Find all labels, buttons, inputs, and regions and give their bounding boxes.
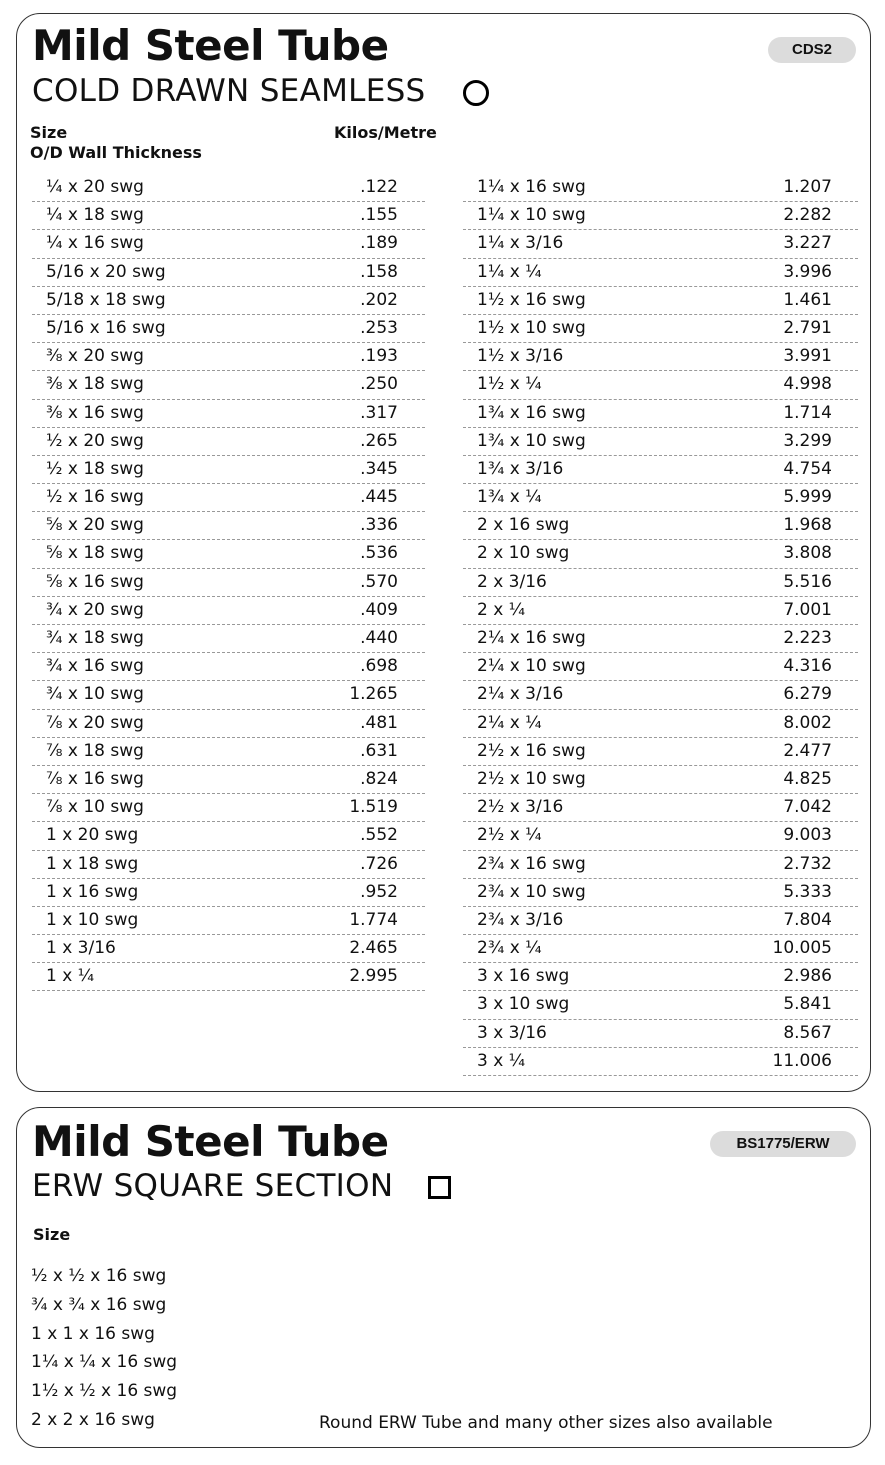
tube-size: 2¼ x 16 swg [477, 628, 586, 648]
tube-size: 2¾ x 16 swg [477, 853, 586, 874]
list-item: 1 x 1 x 16 swg [31, 1323, 155, 1344]
table-row [463, 653, 858, 681]
table-row [32, 710, 425, 738]
kilos-per-metre: .952 [360, 881, 398, 902]
table-row [463, 315, 858, 343]
table-row [463, 625, 858, 653]
kilos-per-metre: 5.333 [783, 881, 832, 902]
tube-size: ⅞ x 10 swg [46, 797, 144, 818]
kilos-per-metre: .158 [360, 261, 398, 282]
kilos-per-metre: .570 [360, 571, 398, 592]
tube-size: 1¼ x 10 swg [477, 205, 586, 226]
tube-size: 2½ x 3/16 [477, 797, 564, 818]
table-row [32, 371, 425, 399]
table-row [463, 991, 858, 1019]
table-row [463, 879, 858, 907]
tube-size: 1½ x ¼ [477, 374, 542, 395]
list-item: ½ x ½ x 16 swg [31, 1266, 167, 1286]
kilos-per-metre: 2.477 [783, 740, 832, 761]
kilos-per-metre: 2.986 [783, 966, 832, 987]
table-row [463, 597, 858, 625]
table-row [32, 540, 425, 568]
tube-size: 2½ x ¼ [477, 825, 542, 846]
table-row [32, 456, 425, 484]
kilos-per-metre: .250 [360, 374, 398, 395]
tube-size: 5/16 x 20 swg [46, 261, 166, 282]
table-row [32, 512, 425, 540]
table-row [32, 963, 425, 991]
kilos-per-metre: 1.207 [783, 177, 832, 197]
right-size-table [463, 174, 858, 1076]
table-row [463, 822, 858, 850]
tube-size: 3 x 16 swg [477, 966, 570, 987]
table-row [32, 907, 425, 935]
tube-size: ⅝ x 20 swg [46, 515, 144, 536]
tube-size: 1½ x 16 swg [477, 289, 586, 310]
tube-size: 2¾ x 3/16 [477, 909, 564, 930]
kilos-per-metre: 1.461 [783, 289, 832, 310]
table-row [32, 315, 425, 343]
panel-subtitle: COLD DRAWN SEAMLESS [32, 73, 426, 109]
table-row [463, 907, 858, 935]
tube-size: 2¼ x 10 swg [477, 656, 586, 677]
table-row [32, 653, 425, 681]
kilos-per-metre: .336 [360, 515, 398, 536]
kilos-per-metre: .155 [360, 205, 398, 226]
list-item: ¾ x ¾ x 16 swg [31, 1294, 167, 1315]
kilos-per-metre: .345 [360, 458, 398, 479]
table-row [463, 174, 858, 202]
table-row [32, 851, 425, 879]
tube-size: 2 x 16 swg [477, 515, 570, 536]
kilos-per-metre: .726 [360, 853, 398, 874]
cold-drawn-seamless-panel [16, 13, 871, 1092]
kilos-per-metre: 2.223 [783, 628, 832, 648]
kilos-per-metre: .631 [360, 740, 398, 761]
table-row [32, 400, 425, 428]
table-row [463, 963, 858, 991]
kilos-per-metre: 7.001 [783, 599, 832, 620]
panel-subtitle: ERW SQUARE SECTION [32, 1168, 394, 1204]
table-row [463, 569, 858, 597]
square-size-list [31, 1266, 177, 1439]
tube-size: 1¾ x 3/16 [477, 458, 564, 479]
table-row [32, 259, 425, 287]
kilos-per-metre: .193 [360, 346, 398, 367]
kilos-per-metre: 3.991 [783, 346, 832, 367]
tube-size: 1¼ x 16 swg [477, 177, 586, 197]
tube-size: ¼ x 18 swg [46, 205, 144, 226]
kilos-per-metre: .409 [360, 599, 398, 620]
tube-size: 1½ x 10 swg [477, 317, 586, 338]
tube-size: ½ x 20 swg [46, 430, 144, 451]
tube-size: 1 x ¼ [46, 966, 95, 987]
tube-size: 2 x 10 swg [477, 543, 570, 564]
kilos-per-metre: 4.754 [783, 458, 832, 479]
tube-size: ¼ x 16 swg [46, 233, 144, 254]
availability-note: Round ERW Tube and many other sizes also available [319, 1413, 773, 1433]
table-row [32, 287, 425, 315]
table-row [463, 400, 858, 428]
tube-size: ¾ x 18 swg [46, 628, 144, 648]
kilos-per-metre: 1.714 [783, 402, 832, 423]
kilos-per-metre: .202 [360, 289, 398, 310]
tube-size: 1 x 18 swg [46, 853, 139, 874]
table-row [32, 822, 425, 850]
tube-size: 3 x 3/16 [477, 1022, 547, 1043]
table-row [463, 202, 858, 230]
kilos-per-metre: .536 [360, 543, 398, 564]
tube-size: ½ x 16 swg [46, 487, 144, 508]
table-row [463, 540, 858, 568]
tube-size: 1 x 20 swg [46, 825, 139, 846]
tube-size: 2¼ x 3/16 [477, 684, 564, 705]
table-row [32, 428, 425, 456]
left-size-table [32, 174, 425, 991]
kilos-per-metre: .122 [360, 177, 398, 197]
table-row [463, 851, 858, 879]
tube-size: ⅝ x 18 swg [46, 543, 144, 564]
header-size: Size [33, 1225, 71, 1244]
tube-size: 1½ x 3/16 [477, 346, 564, 367]
table-row [463, 935, 858, 963]
square-icon [428, 1176, 451, 1199]
kilos-per-metre: .317 [360, 402, 398, 423]
tube-size: 2 x 3/16 [477, 571, 547, 592]
tube-size: 3 x ¼ [477, 1050, 526, 1071]
kilos-per-metre: 7.804 [783, 909, 832, 930]
tube-size: 1 x 10 swg [46, 909, 139, 930]
table-row [463, 681, 858, 709]
kilos-per-metre: 5.999 [783, 487, 832, 508]
table-row [32, 174, 425, 202]
tube-size: 5/16 x 16 swg [46, 317, 166, 338]
tube-size: ⅞ x 20 swg [46, 712, 144, 733]
table-row [463, 287, 858, 315]
tube-size: 2¼ x ¼ [477, 712, 542, 733]
table-row [32, 794, 425, 822]
kilos-per-metre: 4.316 [783, 656, 832, 677]
kilos-per-metre: 8.567 [783, 1022, 832, 1043]
table-row [32, 597, 425, 625]
list-item: 2 x 2 x 16 swg [31, 1409, 155, 1430]
tube-size: ⅜ x 20 swg [46, 346, 144, 367]
kilos-per-metre: .698 [360, 656, 398, 677]
kilos-per-metre: 7.042 [783, 797, 832, 818]
table-row [463, 259, 858, 287]
kilos-per-metre: .253 [360, 317, 398, 338]
kilos-per-metre: 8.002 [783, 712, 832, 733]
list-item: 1½ x ½ x 16 swg [31, 1381, 178, 1402]
tube-size: 1¾ x ¼ [477, 487, 542, 508]
header-od-wall: O/D Wall Thickness [30, 143, 202, 162]
table-row [32, 569, 425, 597]
tube-size: 3 x 10 swg [477, 994, 570, 1015]
tube-size: ⅜ x 16 swg [46, 402, 144, 423]
kilos-per-metre: 2.791 [783, 317, 832, 338]
kilos-per-metre: 2.282 [783, 205, 832, 226]
table-row [32, 935, 425, 963]
kilos-per-metre: 1.968 [783, 515, 832, 536]
table-row [32, 202, 425, 230]
tube-size: ⅝ x 16 swg [46, 571, 144, 592]
kilos-per-metre: .481 [360, 712, 398, 733]
table-row [32, 230, 425, 258]
tube-size: ½ x 18 swg [46, 458, 144, 479]
header-kilos-metre: Kilos/Metre [334, 123, 437, 142]
table-row [463, 710, 858, 738]
tube-size: 1 x 3/16 [46, 938, 116, 959]
kilos-per-metre: 4.998 [783, 374, 832, 395]
tube-size: 1¼ x 3/16 [477, 233, 564, 254]
table-row [463, 371, 858, 399]
spec-badge: CDS2 [768, 37, 856, 63]
table-row [463, 428, 858, 456]
table-row [463, 766, 858, 794]
tube-size: 2 x ¼ [477, 599, 526, 620]
panel-title: Mild Steel Tube [32, 21, 389, 70]
tube-size: 2½ x 10 swg [477, 768, 586, 789]
tube-size: ¾ x 10 swg [46, 684, 144, 705]
kilos-per-metre: 3.808 [783, 543, 832, 564]
header-size: Size [30, 123, 68, 142]
kilos-per-metre: 1.774 [349, 909, 398, 930]
kilos-per-metre: 3.996 [783, 261, 832, 282]
kilos-per-metre: 11.006 [772, 1050, 832, 1071]
tube-size: 2¾ x ¼ [477, 938, 542, 959]
tube-size: ¾ x 20 swg [46, 599, 144, 620]
tube-size: 5/18 x 18 swg [46, 289, 166, 310]
kilos-per-metre: .552 [360, 825, 398, 846]
kilos-per-metre: 2.995 [349, 966, 398, 987]
kilos-per-metre: 1.519 [349, 797, 398, 818]
spec-badge: BS1775/ERW [710, 1131, 856, 1157]
tube-size: ¾ x 16 swg [46, 656, 144, 677]
table-row [32, 343, 425, 371]
table-row [32, 766, 425, 794]
kilos-per-metre: 9.003 [783, 825, 832, 846]
tube-size: ¼ x 20 swg [46, 177, 144, 197]
kilos-per-metre: .824 [360, 768, 398, 789]
tube-size: 1¼ x ¼ [477, 261, 542, 282]
table-row [32, 738, 425, 766]
table-row [463, 738, 858, 766]
kilos-per-metre: 1.265 [349, 684, 398, 705]
kilos-per-metre: .440 [360, 628, 398, 648]
kilos-per-metre: 4.825 [783, 768, 832, 789]
erw-square-section-panel [16, 1107, 871, 1448]
kilos-per-metre: 3.299 [783, 430, 832, 451]
kilos-per-metre: 5.516 [783, 571, 832, 592]
kilos-per-metre: 2.732 [783, 853, 832, 874]
table-row [32, 484, 425, 512]
tube-size: 1¾ x 16 swg [477, 402, 586, 423]
panel-title: Mild Steel Tube [32, 1117, 389, 1166]
table-row [463, 484, 858, 512]
tube-size: 2¾ x 10 swg [477, 881, 586, 902]
kilos-per-metre: 2.465 [349, 938, 398, 959]
table-row [463, 230, 858, 258]
kilos-per-metre: 5.841 [783, 994, 832, 1015]
table-row [463, 1020, 858, 1048]
tube-size: ⅜ x 18 swg [46, 374, 144, 395]
table-row [463, 456, 858, 484]
tube-size: 1¾ x 10 swg [477, 430, 586, 451]
tube-size: ⅞ x 18 swg [46, 740, 144, 761]
circle-icon [463, 80, 489, 106]
kilos-per-metre: 6.279 [783, 684, 832, 705]
kilos-per-metre: .265 [360, 430, 398, 451]
table-row [32, 625, 425, 653]
table-row [463, 343, 858, 371]
tube-size: 1 x 16 swg [46, 881, 139, 902]
table-row [463, 512, 858, 540]
list-item: 1¼ x ¼ x 16 swg [31, 1352, 178, 1373]
table-row [463, 1048, 858, 1076]
kilos-per-metre: .445 [360, 487, 398, 508]
table-row [32, 681, 425, 709]
table-row [463, 794, 858, 822]
table-row [32, 879, 425, 907]
kilos-per-metre: .189 [360, 233, 398, 254]
kilos-per-metre: 10.005 [772, 938, 832, 959]
tube-size: 2½ x 16 swg [477, 740, 586, 761]
tube-size: ⅞ x 16 swg [46, 768, 144, 789]
kilos-per-metre: 3.227 [783, 233, 832, 254]
